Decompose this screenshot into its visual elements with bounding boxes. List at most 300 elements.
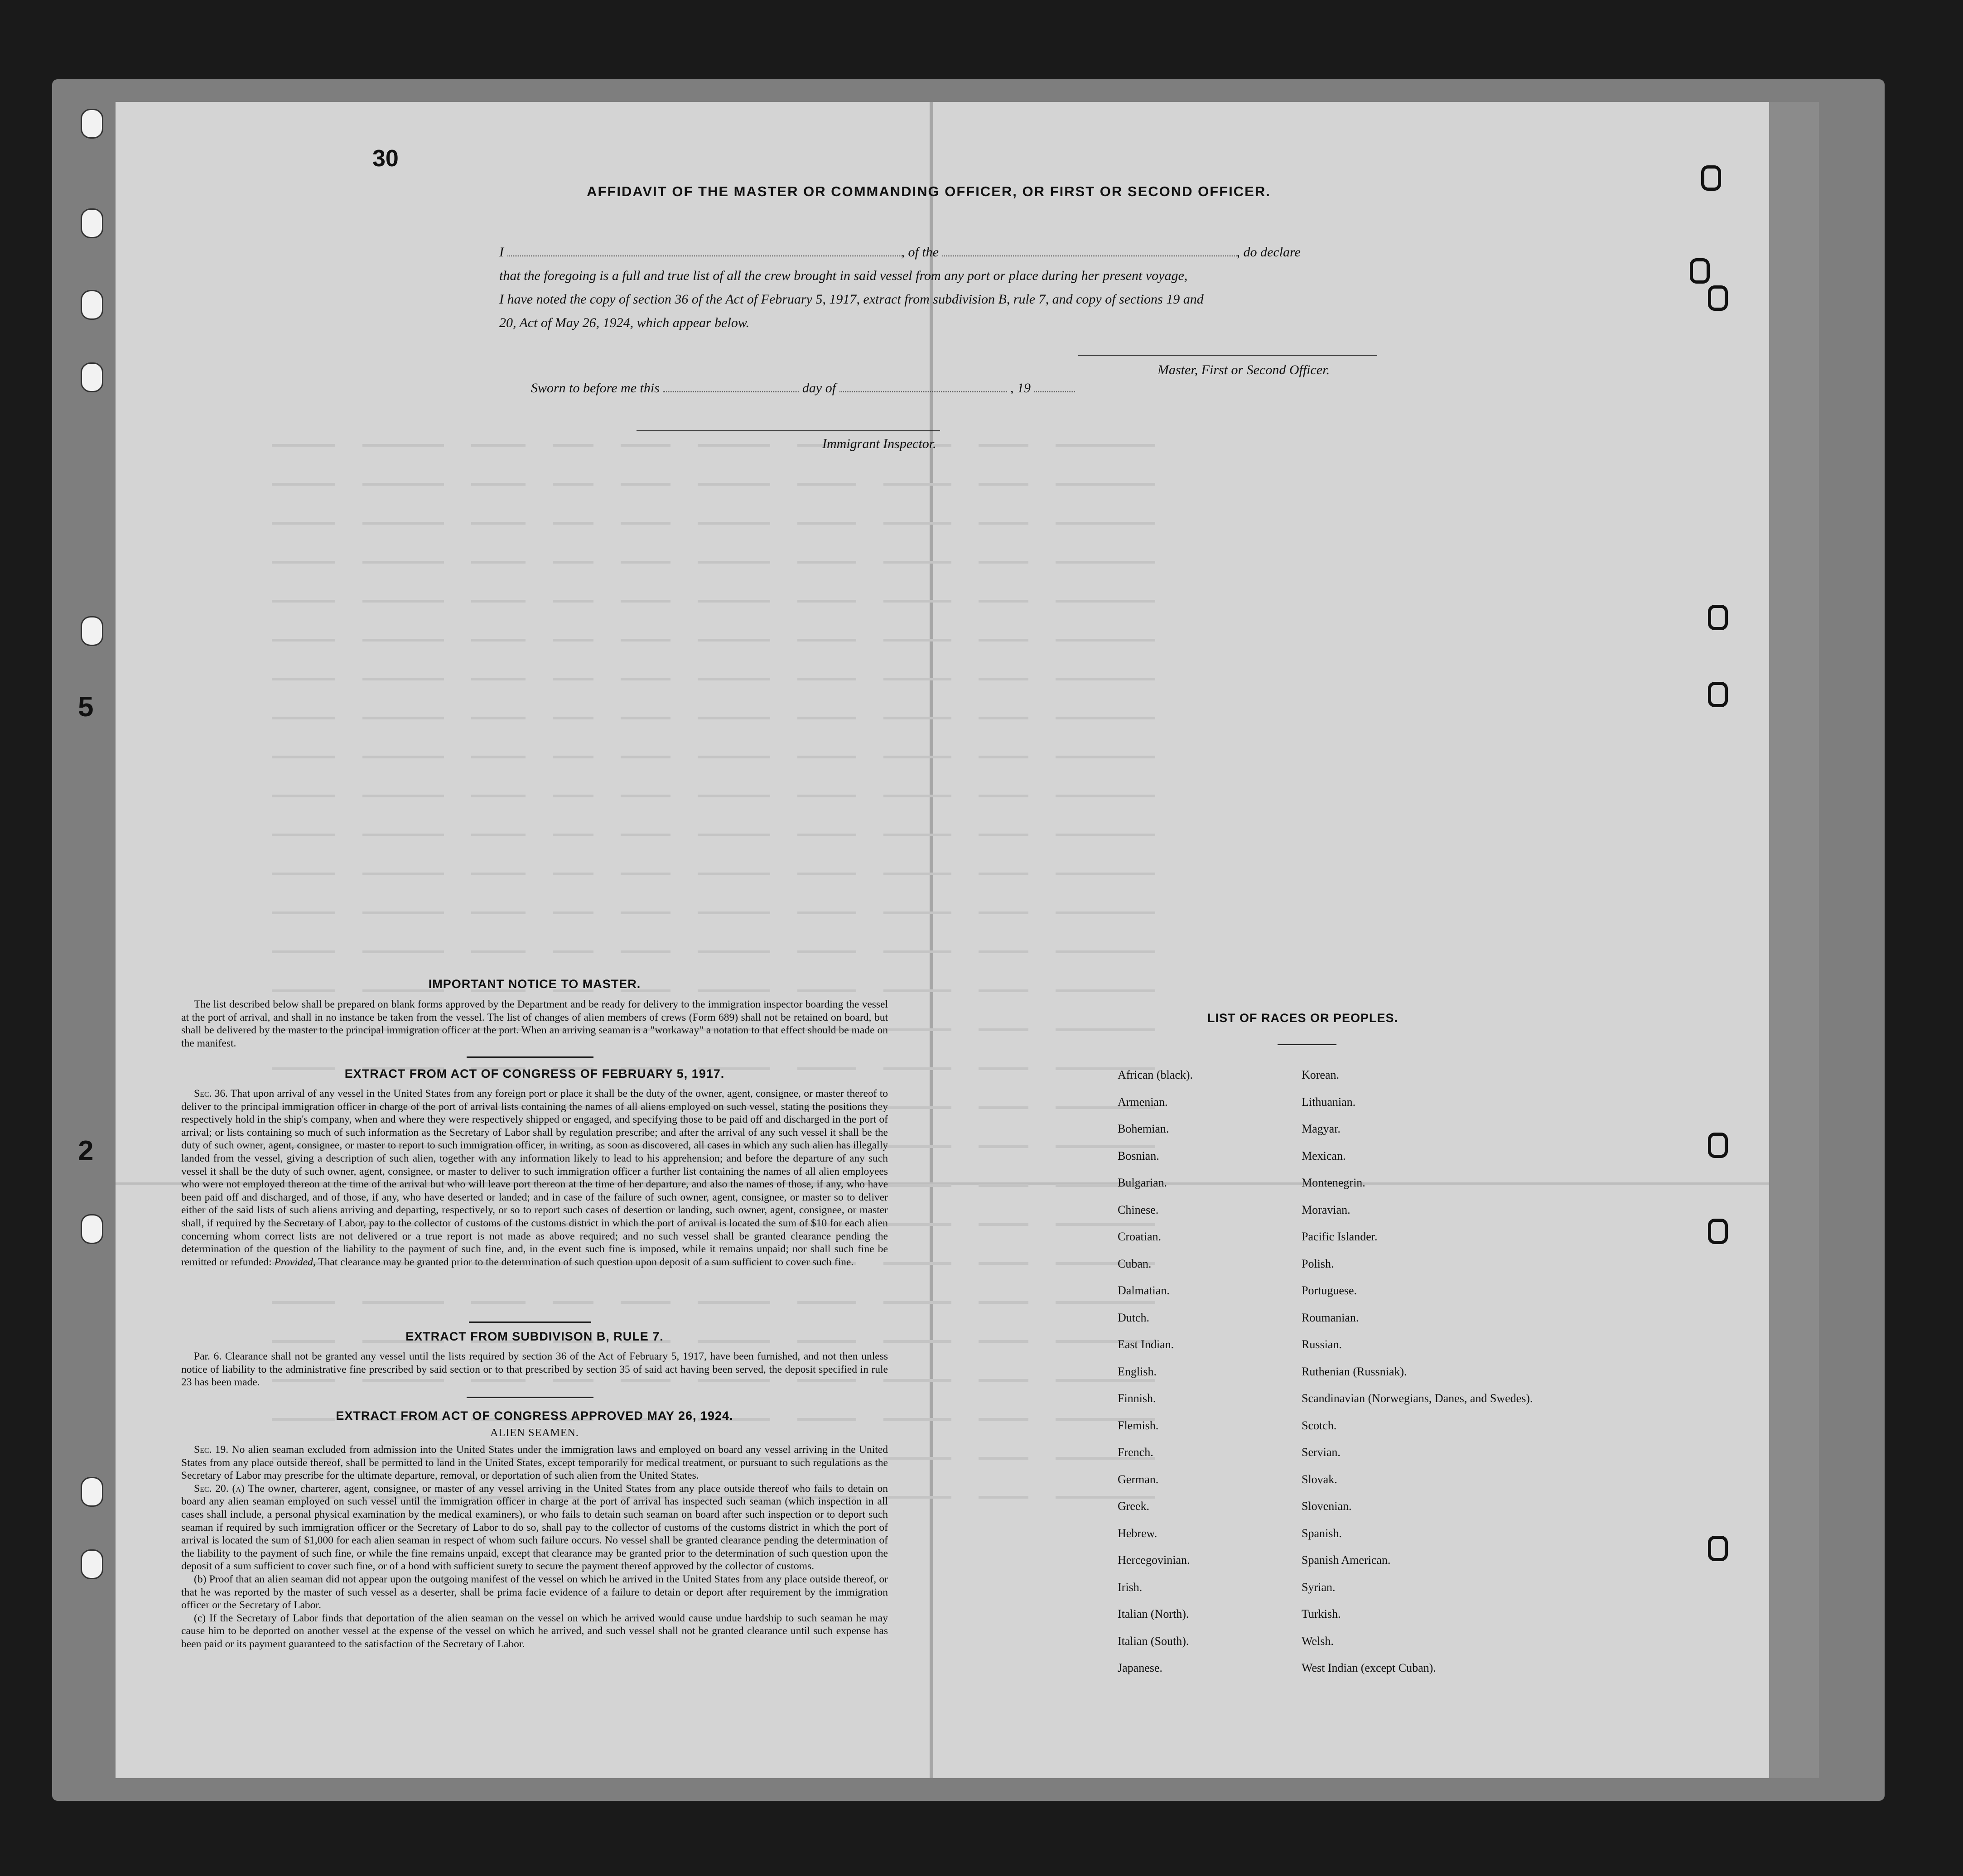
bleed-through-mark bbox=[621, 756, 670, 758]
race-entry: Bohemian. bbox=[1118, 1122, 1169, 1135]
race-entry: Armenian. bbox=[1118, 1095, 1168, 1109]
bleed-through-mark bbox=[272, 561, 335, 564]
bleed-through-mark bbox=[471, 444, 526, 447]
bleed-through-row bbox=[272, 932, 1758, 971]
bleed-through-mark bbox=[621, 678, 670, 680]
bleed-through-mark bbox=[979, 1340, 1028, 1343]
sec19-text: No alien seaman excluded from admission into the United States under the immigration laws and employed on board any vessel arriving in the United States from any place outside thereof, shall be permitted to land in the United States, except temporarily for medical treatment, or pursuant to such regulations as the Secretary of Labor may prescribe for the ultimate departure, removal, or deportation of such alien from the United States. bbox=[181, 1444, 888, 1482]
race-entry: Korean. bbox=[1302, 1068, 1340, 1081]
master-signature-label: Master, First or Second Officer. bbox=[1158, 362, 1330, 377]
bleed-through-mark bbox=[883, 561, 951, 564]
bleed-through-mark bbox=[471, 795, 526, 797]
bleed-through-mark bbox=[979, 1457, 1028, 1460]
bleed-through-mark bbox=[797, 911, 856, 914]
bleed-through-mark bbox=[883, 1457, 951, 1460]
bleed-through-row bbox=[272, 738, 1758, 776]
bleed-through-mark bbox=[471, 678, 526, 680]
bleed-through-mark bbox=[471, 483, 526, 486]
bleed-through-mark bbox=[797, 834, 856, 836]
bleed-through-mark bbox=[471, 756, 526, 758]
race-entry: Turkish. bbox=[1302, 1607, 1341, 1620]
binding-strip bbox=[1769, 102, 1819, 1778]
bleed-through-mark bbox=[553, 911, 593, 914]
bleed-through-mark bbox=[979, 639, 1028, 641]
race-entry: Spanish American. bbox=[1302, 1553, 1391, 1567]
bleed-through-mark bbox=[698, 756, 770, 758]
bleed-through-mark bbox=[979, 1418, 1028, 1421]
bleed-through-mark bbox=[698, 639, 770, 641]
bleed-through-mark bbox=[979, 600, 1028, 603]
bleed-through-mark bbox=[883, 1262, 951, 1265]
bleed-through-mark bbox=[1056, 483, 1155, 486]
bleed-through-row bbox=[272, 776, 1758, 815]
bleed-through-mark bbox=[883, 717, 951, 719]
binder-ring bbox=[1708, 285, 1728, 311]
bleed-through-mark bbox=[362, 483, 444, 486]
binder-ring bbox=[1701, 165, 1721, 191]
bleed-through-mark bbox=[1056, 444, 1155, 447]
bleed-through-mark bbox=[979, 1106, 1028, 1109]
bleed-through-mark bbox=[883, 756, 951, 758]
bleed-through-mark bbox=[797, 600, 856, 603]
sec20c-label: (c) bbox=[194, 1612, 206, 1624]
bleed-through-mark bbox=[1056, 756, 1155, 758]
bleed-through-mark bbox=[1056, 834, 1155, 836]
bleed-through-row bbox=[272, 660, 1758, 699]
act-1924-title: EXTRACT FROM ACT OF CONGRESS APPROVED MAY 26, 1924. bbox=[336, 1409, 733, 1423]
sec36-label: Sec. 36. bbox=[194, 1088, 228, 1100]
race-entry: Italian (South). bbox=[1118, 1634, 1189, 1648]
bleed-through-mark bbox=[362, 444, 444, 447]
bleed-through-mark bbox=[979, 834, 1028, 836]
bleed-through-mark bbox=[883, 678, 951, 680]
race-entry: Welsh. bbox=[1302, 1634, 1334, 1648]
affidavit-title: AFFIDAVIT OF THE MASTER OR COMMANDING OFFICER, OR FIRST OR SECOND OFFICER. bbox=[587, 183, 1271, 199]
race-entry: Hercegovinian. bbox=[1118, 1553, 1190, 1567]
affidavit-declaration-line bbox=[499, 245, 1301, 260]
subdivision-b-title: EXTRACT FROM SUBDIVISON B, RULE 7. bbox=[405, 1330, 664, 1343]
bleed-through-mark bbox=[1056, 561, 1155, 564]
bleed-through-row bbox=[272, 543, 1758, 582]
bleed-through-mark bbox=[883, 1223, 951, 1226]
binder-hole bbox=[81, 1549, 103, 1579]
inspector-signature-label: Immigrant Inspector. bbox=[822, 436, 936, 451]
race-entry: Polish. bbox=[1302, 1257, 1334, 1270]
sec19-label: Sec. 19. bbox=[194, 1444, 229, 1456]
race-entry: Ruthenian (Russniak). bbox=[1302, 1365, 1407, 1378]
bleed-through-mark bbox=[883, 1301, 951, 1304]
bleed-through-mark bbox=[1056, 795, 1155, 797]
race-entry: Hebrew. bbox=[1118, 1526, 1158, 1540]
bleed-through-mark bbox=[979, 444, 1028, 447]
bleed-through-mark bbox=[272, 950, 335, 953]
bleed-through-mark bbox=[883, 1067, 951, 1070]
sworn-label: Sworn to before me this bbox=[531, 381, 660, 395]
bleed-through-row bbox=[272, 426, 1758, 465]
bleed-through-mark bbox=[979, 795, 1028, 797]
bleed-through-mark bbox=[797, 756, 856, 758]
bleed-through-mark bbox=[272, 911, 335, 914]
master-signature-line bbox=[1078, 355, 1377, 356]
bleed-through-mark bbox=[883, 950, 951, 953]
binder-hole bbox=[81, 362, 103, 392]
bleed-through-mark bbox=[272, 756, 335, 758]
affidavit-do-declare: , do declare bbox=[1236, 245, 1301, 260]
bleed-through-mark bbox=[883, 873, 951, 875]
binder-ring bbox=[1708, 1536, 1728, 1561]
bleed-through-mark bbox=[471, 834, 526, 836]
race-entry: Spanish. bbox=[1302, 1526, 1342, 1540]
bleed-through-mark bbox=[272, 795, 335, 797]
bleed-through-mark bbox=[698, 911, 770, 914]
race-entry: Slovenian. bbox=[1302, 1500, 1352, 1513]
bleed-through-mark bbox=[272, 678, 335, 680]
bleed-through-mark bbox=[1056, 873, 1155, 875]
bleed-through-mark bbox=[797, 678, 856, 680]
sworn-month-blank[interactable] bbox=[839, 391, 1007, 392]
bleed-through-mark bbox=[553, 483, 593, 486]
bleed-through-mark bbox=[272, 717, 335, 719]
bleed-through-row bbox=[272, 699, 1758, 738]
bleed-through-row bbox=[272, 504, 1758, 543]
race-entry: Bulgarian. bbox=[1118, 1176, 1167, 1189]
bleed-through-mark bbox=[883, 600, 951, 603]
bleed-through-mark bbox=[979, 950, 1028, 953]
bleed-through-mark bbox=[797, 522, 856, 525]
notice-title: IMPORTANT NOTICE TO MASTER. bbox=[428, 977, 641, 991]
bleed-through-row bbox=[272, 465, 1758, 504]
bleed-through-mark bbox=[553, 639, 593, 641]
sworn-year-blank[interactable] bbox=[1034, 391, 1075, 392]
bleed-through-mark bbox=[362, 834, 444, 836]
subdivision-b-paragraph: Par. 6. Clearance shall not be granted any vessel until the lists required by section 36 of the Act of February 5, 1917, have been furnished, and not then unless notice of liability to the administrative fine prescribed by said section or to that prescribed by section 35 of said act having been served, the deposit specified in rule 23 has been made. bbox=[181, 1350, 888, 1389]
bleed-through-mark bbox=[621, 834, 670, 836]
race-entry: Finnish. bbox=[1118, 1392, 1156, 1405]
bleed-through-mark bbox=[1056, 678, 1155, 680]
bleed-through-mark bbox=[553, 795, 593, 797]
race-entry: Irish. bbox=[1118, 1580, 1143, 1594]
bleed-through-mark bbox=[621, 950, 670, 953]
bleed-through-mark bbox=[1056, 950, 1155, 953]
bleed-through-mark bbox=[698, 483, 770, 486]
bleed-through-mark bbox=[621, 483, 670, 486]
section-divider bbox=[467, 1397, 593, 1398]
bleed-through-mark bbox=[979, 1496, 1028, 1499]
bleed-through-mark bbox=[979, 1145, 1028, 1148]
bleed-through-mark bbox=[979, 756, 1028, 758]
binder-hole bbox=[81, 1477, 103, 1507]
bleed-through-row bbox=[272, 582, 1758, 621]
race-entry: Servian. bbox=[1302, 1446, 1341, 1459]
bleed-through-mark bbox=[272, 483, 335, 486]
bleed-through-mark bbox=[883, 1106, 951, 1109]
bleed-through-mark bbox=[698, 1301, 770, 1304]
race-entry: Dutch. bbox=[1118, 1311, 1150, 1324]
bleed-through-mark bbox=[272, 639, 335, 641]
bleed-through-mark bbox=[979, 989, 1028, 992]
bleed-through-mark bbox=[362, 522, 444, 525]
bleed-through-row bbox=[272, 854, 1758, 893]
race-entry: Pacific Islander. bbox=[1302, 1230, 1378, 1243]
race-entry: Chinese. bbox=[1118, 1203, 1159, 1216]
race-entry: Roumanian. bbox=[1302, 1311, 1359, 1324]
bleed-through-mark bbox=[698, 678, 770, 680]
race-entry: Japanese. bbox=[1118, 1661, 1162, 1674]
bleed-through-mark bbox=[1056, 600, 1155, 603]
bleed-through-mark bbox=[883, 989, 951, 992]
bleed-through-mark bbox=[883, 834, 951, 836]
race-entry: Flemish. bbox=[1118, 1418, 1159, 1432]
bleed-through-mark bbox=[621, 639, 670, 641]
bleed-through-mark bbox=[1056, 911, 1155, 914]
bleed-through-mark bbox=[362, 756, 444, 758]
races-column-left bbox=[1118, 1061, 1193, 1682]
bleed-through-mark bbox=[272, 873, 335, 875]
bleed-through-mark bbox=[553, 873, 593, 875]
bleed-through-row bbox=[272, 1283, 1758, 1322]
bleed-through-mark bbox=[362, 950, 444, 953]
binder-hole bbox=[81, 616, 103, 646]
affidavit-line-3: I have noted the copy of section 36 of the Act of February 5, 1917, extract from subdivision B, rule 7, and copy of sections 19 and bbox=[499, 292, 1204, 307]
bleed-through-mark bbox=[797, 483, 856, 486]
affidavit-i: I bbox=[499, 245, 504, 260]
sec20b-text: Proof that an alien seaman did not appear upon the outgoing manifest of the vessel on which he arrived in the United States from any place outside thereof, or that he was reported by the master of such vessel as a deserter, shall be prima facie evidence of a failure to detain or deport after requirement by the immigration officer or the Secretary of Labor. bbox=[181, 1573, 888, 1611]
bleed-through-mark bbox=[621, 873, 670, 875]
bleed-through-mark bbox=[272, 522, 335, 525]
race-entry: East Indian. bbox=[1118, 1338, 1174, 1351]
bleed-through-mark bbox=[883, 639, 951, 641]
race-entry: Montenegrin. bbox=[1302, 1176, 1365, 1189]
bleed-through-mark bbox=[698, 873, 770, 875]
bleed-through-mark bbox=[553, 600, 593, 603]
bleed-through-mark bbox=[797, 639, 856, 641]
binder-ring bbox=[1690, 258, 1710, 284]
race-entry: Russian. bbox=[1302, 1338, 1342, 1351]
bleed-through-mark bbox=[1056, 989, 1155, 992]
races-column-right bbox=[1302, 1061, 1533, 1682]
sworn-day-blank[interactable] bbox=[663, 391, 799, 392]
bleed-through-mark bbox=[471, 911, 526, 914]
bleed-through-mark bbox=[979, 1379, 1028, 1382]
race-entry: Moravian. bbox=[1302, 1203, 1350, 1216]
bleed-through-mark bbox=[979, 1067, 1028, 1070]
bleed-through-mark bbox=[471, 561, 526, 564]
bleed-through-mark bbox=[362, 717, 444, 719]
bleed-through-mark bbox=[979, 911, 1028, 914]
bleed-through-mark bbox=[471, 950, 526, 953]
bleed-through-mark bbox=[883, 483, 951, 486]
bleed-through-row bbox=[272, 893, 1758, 932]
race-entry: Croatian. bbox=[1118, 1230, 1162, 1243]
bleed-through-mark bbox=[362, 1301, 444, 1304]
bleed-through-mark bbox=[471, 873, 526, 875]
bleed-through-mark bbox=[621, 600, 670, 603]
race-entry: Italian (North). bbox=[1118, 1607, 1189, 1620]
bleed-through-mark bbox=[272, 444, 335, 447]
bleed-through-mark bbox=[362, 911, 444, 914]
bleed-through-mark bbox=[979, 1223, 1028, 1226]
bleed-through-mark bbox=[883, 522, 951, 525]
race-entry: Portuguese. bbox=[1302, 1284, 1357, 1297]
bleed-through-mark bbox=[979, 678, 1028, 680]
races-divider bbox=[1278, 1044, 1336, 1045]
margin-number: 2 bbox=[78, 1135, 94, 1167]
notice-text bbox=[181, 998, 888, 1050]
races-title: LIST OF RACES OR PEOPLES. bbox=[1207, 1011, 1399, 1025]
affidavit-of-the: , of the bbox=[901, 245, 939, 260]
bleed-through-mark bbox=[621, 444, 670, 447]
subdivision-b-text bbox=[181, 1350, 888, 1389]
bleed-through-mark bbox=[1056, 639, 1155, 641]
section-divider bbox=[469, 1321, 591, 1323]
bleed-through-mark bbox=[272, 1301, 335, 1304]
bleed-through-mark bbox=[698, 444, 770, 447]
race-entry: African (black). bbox=[1118, 1068, 1193, 1081]
race-entry: Scandinavian (Norwegians, Danes, and Swedes). bbox=[1302, 1392, 1533, 1405]
section-divider bbox=[467, 1056, 593, 1058]
margin-number: 5 bbox=[78, 691, 94, 723]
bleed-through-mark bbox=[979, 1184, 1028, 1187]
bleed-through-mark bbox=[553, 834, 593, 836]
bleed-through-mark bbox=[698, 600, 770, 603]
race-entry: Bosnian. bbox=[1118, 1149, 1159, 1162]
race-entry: Scotch. bbox=[1302, 1418, 1337, 1432]
page-number: 30 bbox=[372, 145, 399, 172]
bleed-through-mark bbox=[1056, 1028, 1155, 1031]
race-entry: Cuban. bbox=[1118, 1257, 1152, 1270]
bleed-through-mark bbox=[362, 873, 444, 875]
affidavit-line-2: that the foregoing is a full and true list of all the crew brought in said vessel from any port or place during her present voyage, bbox=[499, 268, 1188, 283]
bleed-through-mark bbox=[797, 795, 856, 797]
bleed-through-mark bbox=[979, 522, 1028, 525]
bleed-through-mark bbox=[797, 873, 856, 875]
bleed-through-mark bbox=[883, 1379, 951, 1382]
sec20c-text: If the Secretary of Labor finds that deportation of the alien seaman on the vessel on which he arrived would cause undue hardship to such seaman he may cause him to be deported on another vessel at the expense of the vessel on which he arrived, and such vessel shall not be granted clearance until such expense has been paid or its payment guaranteed to the satisfaction of the Secretary of Labor. bbox=[181, 1612, 888, 1650]
act-1917-title: EXTRACT FROM ACT OF CONGRESS OF FEBRUARY 5, 1917. bbox=[344, 1067, 725, 1080]
race-entry: English. bbox=[1118, 1365, 1157, 1378]
day-of-label: day of bbox=[802, 381, 836, 395]
bleed-through-mark bbox=[621, 717, 670, 719]
bleed-through-mark bbox=[362, 678, 444, 680]
bleed-through-mark bbox=[698, 795, 770, 797]
bleed-through-mark bbox=[471, 1301, 526, 1304]
bleed-through-mark bbox=[883, 1028, 951, 1031]
bleed-through-mark bbox=[698, 561, 770, 564]
bleed-through-mark bbox=[883, 795, 951, 797]
binder-hole bbox=[81, 1214, 103, 1244]
binder-hole bbox=[81, 208, 103, 238]
race-entry: Greek. bbox=[1118, 1500, 1150, 1513]
act-1924-text bbox=[181, 1443, 888, 1651]
bleed-through-mark bbox=[272, 600, 335, 603]
provided-text: That clearance may be granted prior to the determination of such question upon deposit of a sum sufficient to cover such fine. bbox=[318, 1256, 854, 1268]
sec20a-text: The owner, charterer, agent, consignee, or master of any vessel arriving in the United States from any place outside thereof who fails to detain on board any alien seaman employed on such vessel until the immigration officer in charge at the port of arrival has inspected such seaman (which inspection in all cases shall include, a personal physical examination by the medical examiners), or who fails to detain such seaman on board after such inspection or to deport such seaman if required by such immigration officer or the Secretary of Labor to do so, shall pay to the collector of customs of the customs district in which the port of arrival is located the sum of $1,000 for each alien seaman in respect of whom such failure occurs. No vessel shall be granted clearance pending the determination of the liability to the payment of such fine, or while the fine remains unpaid, except that clearance may be granted prior to the determination of such question upon the deposit of a sum sufficient to cover such fine, or of a bond with sufficient surety to secure the payment thereof approved by the collector of customs. bbox=[181, 1482, 888, 1572]
bleed-through-mark bbox=[553, 756, 593, 758]
race-entry: Mexican. bbox=[1302, 1149, 1346, 1162]
race-entry: German. bbox=[1118, 1472, 1159, 1486]
bleed-through-mark bbox=[797, 561, 856, 564]
sec20b-label: (b) bbox=[194, 1573, 207, 1585]
bleed-through-mark bbox=[797, 950, 856, 953]
bleed-through-mark bbox=[1056, 717, 1155, 719]
race-entry: Syrian. bbox=[1302, 1580, 1336, 1594]
bleed-through-mark bbox=[698, 950, 770, 953]
bleed-through-mark bbox=[883, 1340, 951, 1343]
bleed-through-mark bbox=[979, 873, 1028, 875]
bleed-through-mark bbox=[553, 1301, 593, 1304]
year-prefix: , 19 bbox=[1010, 381, 1031, 395]
bleed-through-mark bbox=[883, 911, 951, 914]
bleed-through-mark bbox=[471, 639, 526, 641]
bleed-through-mark bbox=[272, 834, 335, 836]
bleed-through-mark bbox=[698, 717, 770, 719]
bleed-through-mark bbox=[621, 1301, 670, 1304]
alien-seamen-subtitle: ALIEN SEAMEN. bbox=[490, 1427, 579, 1439]
bleed-through-mark bbox=[883, 1184, 951, 1187]
bleed-through-mark bbox=[553, 678, 593, 680]
race-entry: Slovak. bbox=[1302, 1472, 1337, 1486]
bleed-through-mark bbox=[698, 522, 770, 525]
bleed-through-mark bbox=[979, 1028, 1028, 1031]
bleed-through-mark bbox=[553, 561, 593, 564]
bleed-through-mark bbox=[362, 795, 444, 797]
act-1917-text bbox=[181, 1087, 888, 1268]
bleed-through-mark bbox=[979, 561, 1028, 564]
bleed-through-mark bbox=[621, 522, 670, 525]
bleed-through-mark bbox=[553, 444, 593, 447]
bleed-through-mark bbox=[883, 1496, 951, 1499]
bleed-through-mark bbox=[797, 717, 856, 719]
bleed-through-mark bbox=[553, 717, 593, 719]
sworn-line bbox=[531, 381, 1075, 396]
bleed-through-mark bbox=[979, 483, 1028, 486]
binder-hole bbox=[81, 290, 103, 320]
bleed-through-row bbox=[272, 815, 1758, 854]
race-entry: Magyar. bbox=[1302, 1122, 1341, 1135]
bleed-through-mark bbox=[362, 639, 444, 641]
race-entry: Lithuanian. bbox=[1302, 1095, 1356, 1109]
bleed-through-row bbox=[272, 621, 1758, 660]
bleed-through-mark bbox=[979, 1301, 1028, 1304]
sec36-text: That upon arrival of any vessel in the United States from any foreign port or place it shall be the duty of the owner, agent, consignee, or master thereof to deliver to the principal immigration officer in charge of the port of arrival lists containing the names of all aliens employed on such vessel, stating the positions they respectively hold in the ship's company, when and where they were respectively shipped or engaged, and specifying those to be paid off and discharged in the port of arrival; or lists containing so much of such information as the Secretary of Labor shall by regulation prescribe; and after the arrival of any such vessel it shall be the duty of such owner, agent, consignee, or master to report to such immigration officer, in writing, as soon as discovered, all cases in which any such alien has illegally landed from the vessel, giving a description of such alien, together with any information likely to lead to his apprehension; and before the departure of any such vessel it shall be the duty of such owner, agent, consignee, or master to deliver to such immigration officer a further list containing the names of all alien employees who were not employed thereon at the time of the arrival but who will leave port thereon at the time of her departure, and also the names of those, if any, who have been paid off and discharged, and of those, if any, who have deserted or landed; and in case of the failure of such owner, agent, consignee, or master so to deliver either of the said lists of such aliens arriving and departing, respectively, or so to report such cases of desertion or landing, such owner, agent, consignee, or master shall, if required by the Secretary of Labor, pay to the collector of customs of the customs district in which the port of arrival is located the sum of $10 for each alien concerning whom correct lists are not delivered or a true report is not made as above required; and no such vessel shall be granted clearance pending the determination of the question of the liability to the payment of such fine, and, in the event such fine is imposed, while it remains unpaid; nor shall such fine be remitted or refunded: bbox=[181, 1088, 888, 1268]
race-entry: Dalmatian. bbox=[1118, 1284, 1170, 1297]
bleed-through-mark bbox=[797, 1301, 856, 1304]
inspector-signature-line bbox=[637, 430, 940, 431]
bleed-through-mark bbox=[471, 717, 526, 719]
bleed-through-mark bbox=[471, 522, 526, 525]
bleed-through-mark bbox=[883, 1145, 951, 1148]
bleed-through-mark bbox=[362, 600, 444, 603]
provided-label: Provided, bbox=[274, 1256, 316, 1268]
bleed-through-mark bbox=[553, 950, 593, 953]
bleed-through-mark bbox=[471, 600, 526, 603]
bleed-through-mark bbox=[1056, 522, 1155, 525]
bleed-through-mark bbox=[883, 1418, 951, 1421]
sec20a-label: Sec. 20. (a) bbox=[194, 1482, 245, 1495]
binder-hole bbox=[81, 109, 103, 139]
race-entry: French. bbox=[1118, 1446, 1153, 1459]
bleed-through-mark bbox=[621, 795, 670, 797]
race-entry: West Indian (except Cuban). bbox=[1302, 1661, 1436, 1674]
bleed-through-mark bbox=[979, 717, 1028, 719]
bleed-through-mark bbox=[621, 561, 670, 564]
bleed-through-mark bbox=[698, 834, 770, 836]
bleed-through-mark bbox=[362, 561, 444, 564]
notice-paragraph: The list described below shall be prepared on blank forms approved by the Department and be ready for delivery to the immigration inspector boarding the vessel at the port of arrival, and shall in no instance be taken from the vessel. The list of changes of alien members of crews (Form 689) shall not be retained on board, but shall be delivered by the master to the principal immigration officer at the port. When an arriving seaman is a "workaway" a notation to that effect should be made on the manifest. bbox=[181, 998, 888, 1049]
bleed-through-mark bbox=[979, 1262, 1028, 1265]
bleed-through-mark bbox=[553, 522, 593, 525]
affidavit-line-4: 20, Act of May 26, 1924, which appear below. bbox=[499, 315, 750, 330]
